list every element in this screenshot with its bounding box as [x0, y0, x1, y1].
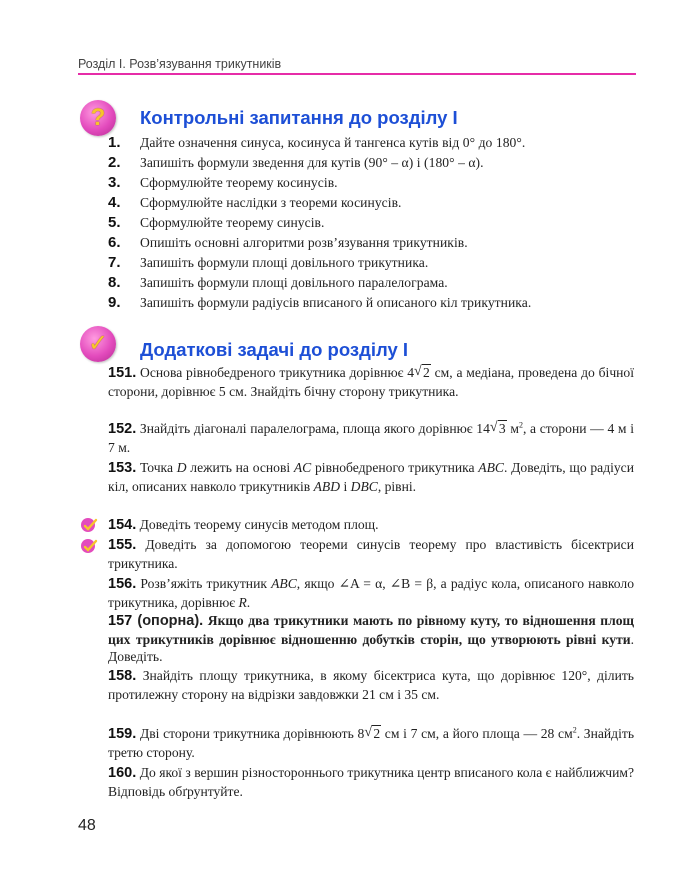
question-item [108, 254, 643, 274]
question-item [108, 234, 643, 254]
question-text: Запишіть формули радіусів вписаного й описаного кіл трикутника. [140, 295, 532, 310]
problem-text: Знайдіть діагоналі паралелограма, площа якого дорівнює 14 [139, 421, 490, 436]
problem-text: см і 7 см, а його площа — 28 см [381, 726, 573, 741]
superscript: 2 [572, 725, 577, 735]
problem-text: До якої з вершин різностороннього трикутника центр вписаного кола є найближчим? Відповідь обґрунтуйте. [108, 765, 634, 799]
question-item [108, 134, 643, 154]
problem-number: 154. [108, 517, 137, 533]
problem-text: . Доведіть. [108, 631, 634, 665]
problem-151 [108, 364, 634, 400]
pencil-mark-icon [80, 517, 100, 533]
problem-text-bold: Якщо два трикутники мають по рівному куту, то відношення площ цих трикутників дорівнює відношенню добутків сторін, що утворюють рівні кути [108, 613, 634, 647]
question-number: 4. [108, 194, 121, 211]
problem-number: 151. [108, 365, 137, 381]
sqrt-symbol: √ 2 [414, 364, 431, 382]
problem-text: . [246, 594, 251, 610]
section-title-problems: Додаткові задачі до розділу І [140, 339, 409, 360]
question-number: 1. [108, 134, 121, 151]
problem-160 [108, 764, 634, 800]
problem-text: , рівні. [377, 478, 417, 494]
pencil-mark-icon [80, 538, 100, 554]
problem-156 [108, 575, 634, 611]
problem-text: лежить на основі [186, 460, 294, 475]
problem-154 [108, 516, 634, 535]
problem-text: Основа рівнобедреного трикутника дорівнює 4 [140, 365, 415, 380]
question-number: 6. [108, 234, 121, 251]
question-text: Сформулюйте наслідки з теореми косинусів. [140, 195, 402, 210]
sqrt-symbol: √ 2 [364, 725, 381, 743]
problem-text: і [340, 478, 351, 494]
problem-text: Точка [139, 460, 177, 475]
math-var: R [238, 594, 247, 610]
question-text: Сформулюйте теорему синусів. [140, 215, 325, 230]
problem-158 [108, 667, 634, 703]
question-mark-icon: ? [80, 100, 116, 136]
problem-text: , якщо ∠A = α, ∠B = β, а радіус кола, описаного навколо трикутника, дорівнює [108, 576, 634, 610]
problem-157 [108, 612, 634, 666]
questions-list [108, 134, 643, 314]
question-item [108, 154, 643, 174]
problem-number: 156. [108, 576, 137, 592]
problem-number: 152. [108, 421, 137, 437]
question-text: Запишіть формули площі довільного паралелограма. [140, 275, 448, 290]
problem-text: рівнобедреного трикутника [311, 460, 479, 475]
question-item [108, 274, 643, 294]
problem-text: . Доведіть, що радіуси кіл, описаних навколо трикутників [108, 460, 634, 494]
problem-text: Доведіть за допомогою теореми синусів теорему про властивість бісектриси трикутника. [108, 537, 634, 571]
problem-number: 157 [108, 613, 133, 629]
question-number: 9. [108, 294, 121, 311]
problem-text: Доведіть теорему синусів методом площ. [139, 517, 379, 532]
question-number: 7. [108, 254, 121, 271]
question-number: 2. [108, 154, 121, 171]
problem-155 [108, 536, 634, 572]
question-number: 5. [108, 214, 121, 231]
math-var: DBC [350, 478, 378, 494]
problem-text: , а сторони — 4 м і 7 м. [108, 421, 634, 455]
question-text: Дайте означення синуса, косинуса й тангенса кутів від 0° до 180°. [140, 135, 526, 150]
problem-text: . Знайдіть третю сторону. [108, 726, 635, 760]
math-var: AC [293, 460, 312, 475]
problem-text: Розв’яжіть трикутник [140, 576, 272, 591]
math-var: ABD [313, 478, 341, 494]
question-text: Запишіть формули зведення для кутів (90° – α) і (180° – α). [140, 155, 484, 170]
question-item [108, 194, 643, 214]
question-item [108, 174, 643, 194]
running-head: Розділ І. Розв’язування трикутників [78, 57, 282, 71]
problem-number: 159. [108, 726, 137, 742]
problem-text: см, а медіана, проведена до бічної сторони, дорівнює 5 см. Знайдіть бічну сторону трикутника. [108, 365, 634, 399]
problem-number: 155. [108, 537, 137, 553]
question-number: 3. [108, 174, 121, 191]
sqrt-symbol: √ 3 [490, 420, 507, 438]
math-var: ABC [271, 576, 297, 591]
problem-number: 153. [108, 460, 137, 476]
problem-153 [108, 459, 634, 495]
problem-number: 158. [108, 668, 137, 684]
section-title-questions: Контрольні запитання до розділу І [140, 107, 458, 128]
page-number: 48 [78, 817, 96, 834]
problem-159 [108, 725, 634, 761]
problem-152 [108, 420, 634, 456]
question-item [108, 214, 643, 234]
check-mark-icon: ✓ [80, 326, 116, 362]
question-text: Запишіть формули площі довільного трикутника. [140, 255, 429, 270]
math-var: D [176, 460, 187, 475]
question-item [108, 294, 643, 314]
question-text: Опишіть основні алгоритми розв’язування трикутників. [140, 235, 468, 250]
question-text: Сформулюйте теорему косинусів. [140, 175, 338, 190]
problem-text: м [506, 421, 519, 436]
header-rule [78, 73, 636, 75]
problem-tag: (опорна). [132, 613, 204, 629]
superscript: 2 [518, 420, 523, 430]
question-number: 8. [108, 274, 121, 291]
problem-text: Дві сторони трикутника дорівнюють 8 [139, 726, 365, 741]
problem-number: 160. [108, 765, 137, 781]
math-var: ABC [478, 460, 504, 475]
problem-text: Знайдіть площу трикутника, в якому бісектриса кута, що дорівнює 120°, ділить протилежну сторону на відрізки завдовжки 21 см і 35 см. [108, 668, 634, 702]
